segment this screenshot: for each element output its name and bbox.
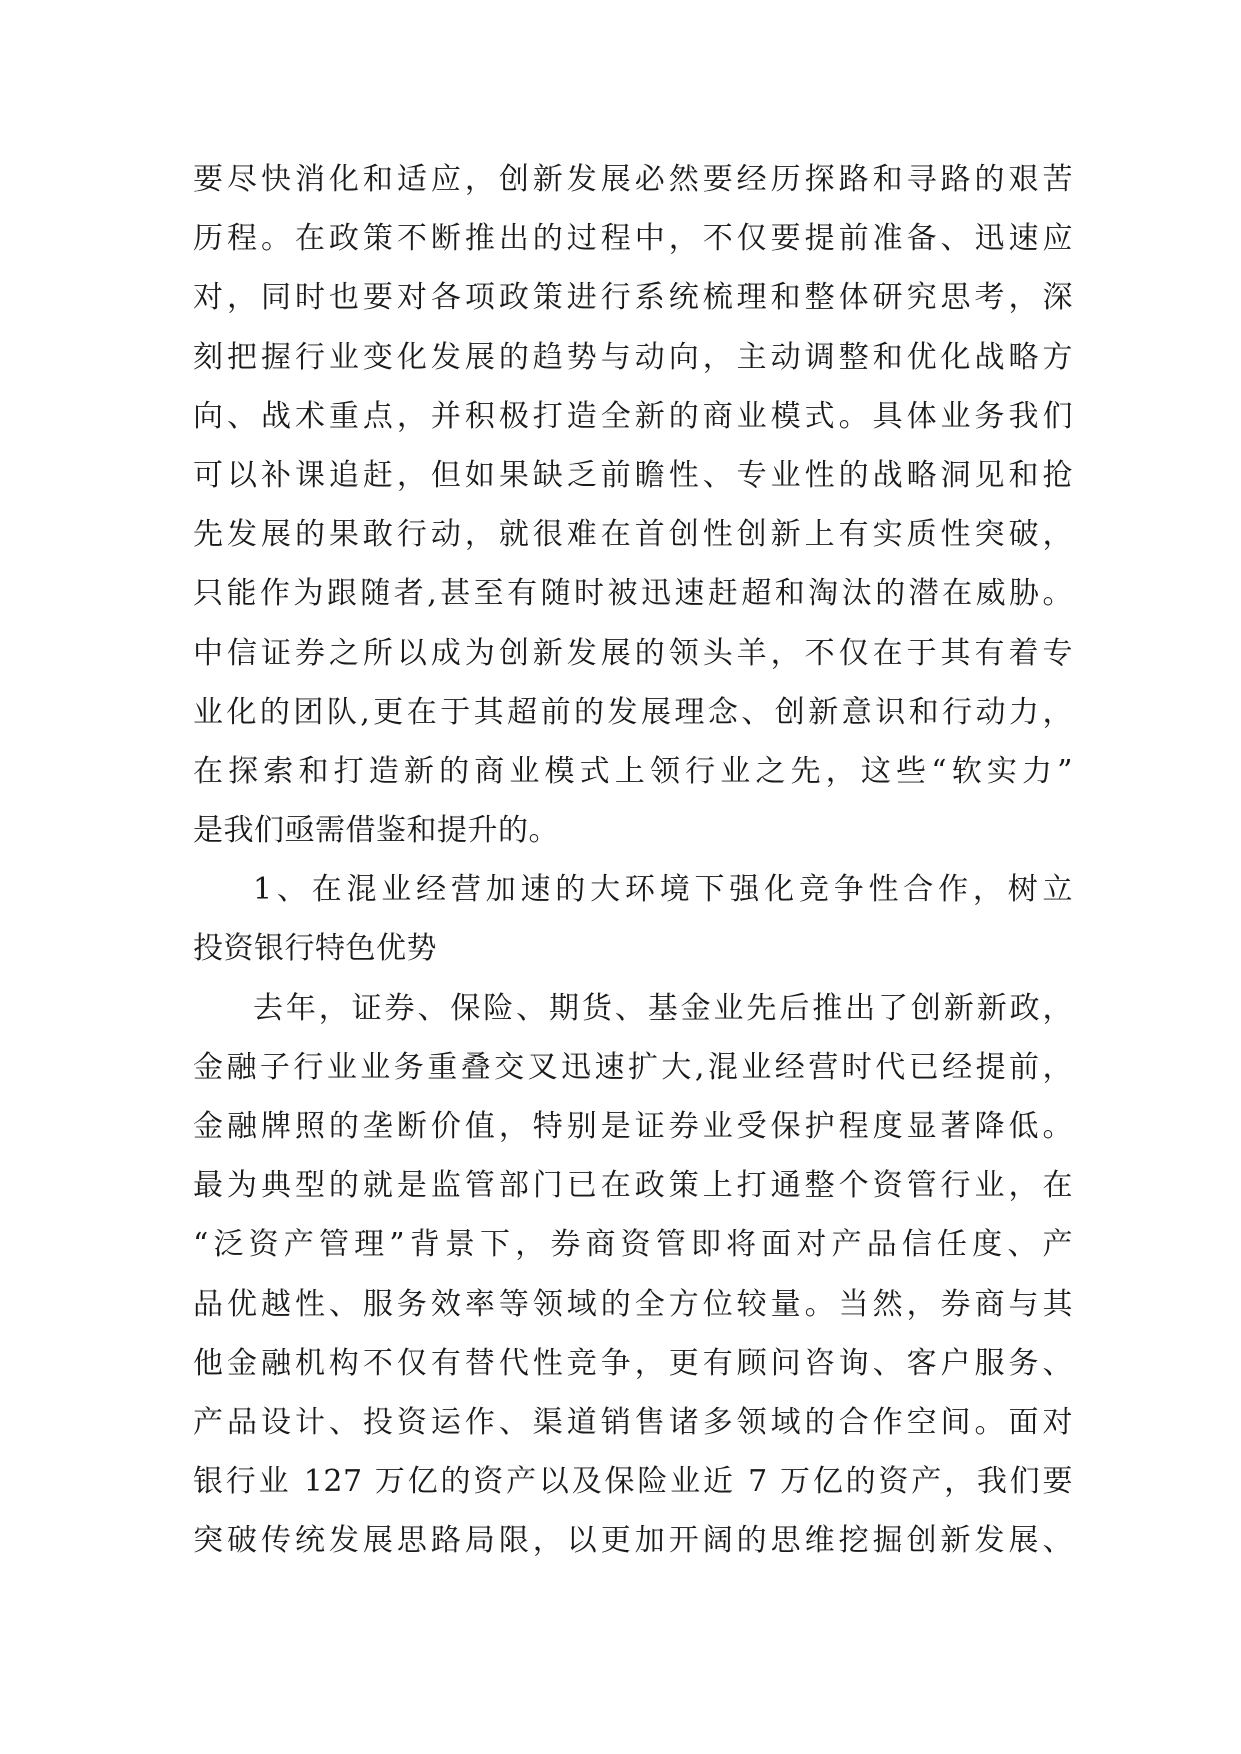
text-line: 只能作为跟随者,甚至有随时被迅速赶超和淘汰的潜在威胁。 — [193, 576, 1073, 612]
text-line: 突破传统发展思路局限，以更加开阔的思维挖掘创新发展、 — [193, 1523, 1073, 1559]
text-line: 产品设计、投资运作、渠道销售诸多领域的合作空间。面对 — [193, 1404, 1073, 1440]
text-line: “泛资产管理”背景下，券商资管即将面对产品信任度、产 — [193, 1227, 1073, 1263]
text-line: 向、战术重点，并积极打造全新的商业模式。具体业务我们 — [193, 398, 1073, 434]
text-line: 在探索和打造新的商业模式上领行业之先，这些“软实力” — [193, 753, 1073, 789]
text-line: 最为典型的就是监管部门已在政策上打通整个资管行业，在 — [193, 1168, 1073, 1204]
text-line: 业化的团队,更在于其超前的发展理念、创新意识和行动力， — [193, 694, 1073, 730]
text-line: 他金融机构不仅有替代性竞争，更有顾问咨询、客户服务、 — [193, 1345, 1073, 1381]
text-line: 历程。在政策不断推出的过程中，不仅要提前准备、迅速应 — [193, 221, 1073, 257]
text-line: 品优越性、服务效率等领域的全方位较量。当然，券商与其 — [193, 1286, 1073, 1322]
text-line: 要尽快消化和适应，创新发展必然要经历探路和寻路的艰苦 — [193, 162, 1073, 197]
text-line: 先发展的果敢行动，就很难在首创性创新上有实质性突破， — [193, 517, 1073, 553]
text-line: 去年，证券、保险、期货、基金业先后推出了创新新政， — [253, 990, 1073, 1026]
text-line: 金融牌照的垄断价值，特别是证券业受保护程度显著降低。 — [193, 1109, 1073, 1144]
text-line: 是我们亟需借鉴和提升的。 — [193, 813, 559, 849]
text-line: 金融子行业业务重叠交叉迅速扩大,混业经营时代已经提前， — [193, 1049, 1073, 1085]
text-line: 投资银行特色优势 — [193, 931, 437, 967]
body-text — [193, 150, 1073, 1571]
text-line: 刻把握行业变化发展的趋势与动向，主动调整和优化战略方 — [193, 339, 1073, 375]
text-line: 对，同时也要对各项政策进行系统梳理和整体研究思考，深 — [193, 280, 1073, 316]
text-line: 中信证券之所以成为创新发展的领头羊，不仅在于其有着专 — [193, 635, 1073, 671]
text-line: 银行业 127 万亿的资产以及保险业近 7 万亿的资产，我们要 — [193, 1464, 1073, 1500]
text-line: 可以补课追赶，但如果缺乏前瞻性、专业性的战略洞见和抢 — [193, 457, 1073, 493]
text-line: 1、在混业经营加速的大环境下强化竞争性合作，树立 — [253, 872, 1073, 908]
